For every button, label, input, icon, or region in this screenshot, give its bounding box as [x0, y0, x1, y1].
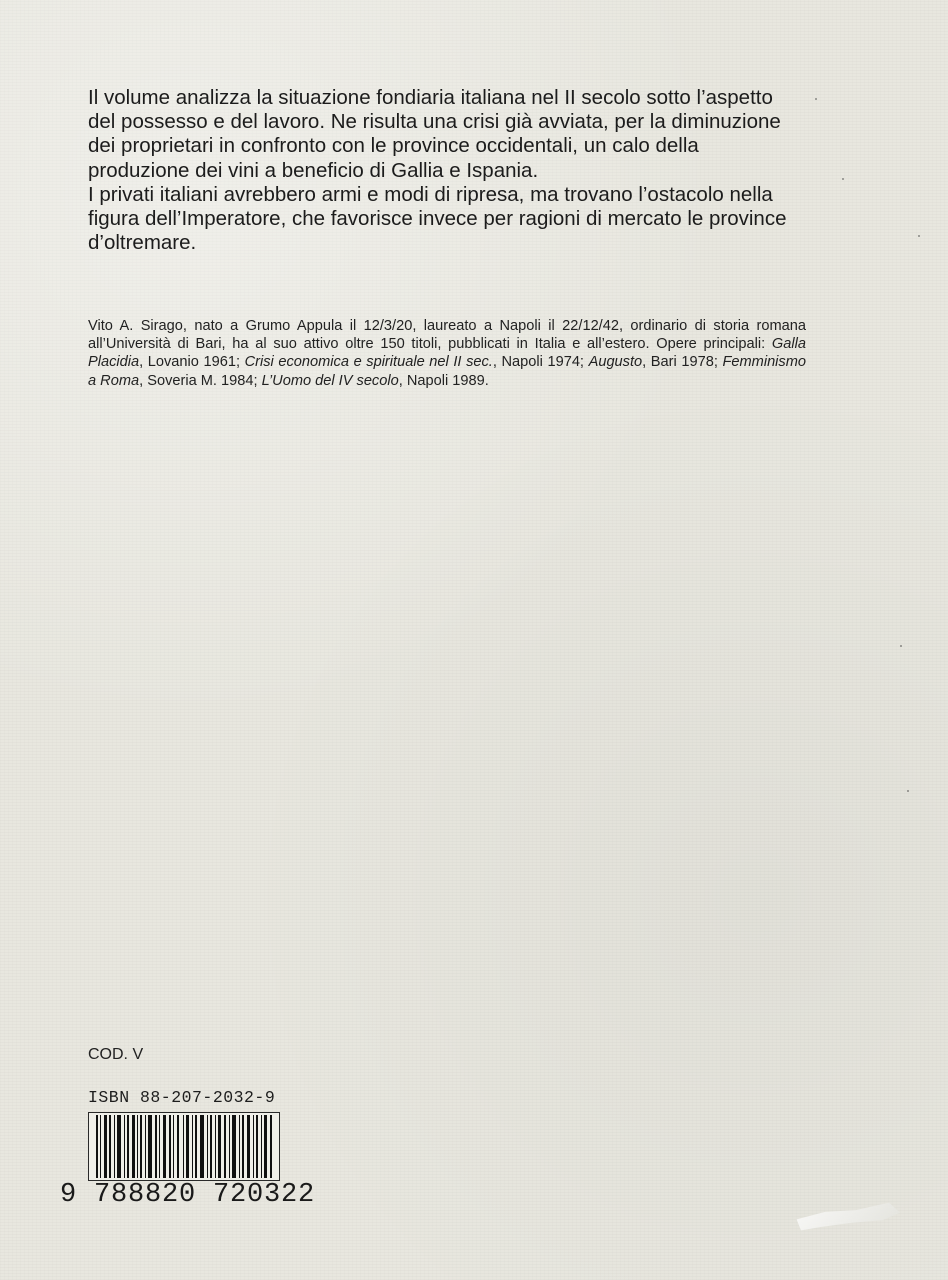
paper-speck [907, 790, 909, 792]
summary-paragraph-1: Il volume analizza la situazione fondiaria italiana nel II secolo sotto l’aspetto del possesso e del lavoro. Ne risulta una crisi già avviata, per la diminuzione dei proprietari in confronto con le province occidentali, un calo della produzione dei vini a beneficio di Gallia e Ispania. [88, 86, 781, 182]
barcode-number: 9 788820 720322 [60, 1180, 316, 1210]
barcode [88, 1112, 280, 1181]
barcode-area [60, 1112, 316, 1212]
author-bio [88, 317, 806, 390]
summary-text [88, 86, 798, 255]
author-bio-text: , Bari 1978; [642, 354, 723, 371]
isbn-label: ISBN 88-207-2032-9 [88, 1088, 276, 1107]
author-work-title: Augusto [588, 354, 643, 371]
paper-speck [900, 645, 902, 647]
author-bio-text: , Soveria M. 1984; [139, 372, 262, 389]
summary-paragraph-2: I privati italiani avrebbero armi e modi di ripresa, ma trovano l’ostacolo nella figura dell’Imperatore, che favorisce invece per ragioni di mercato le province d’oltremare. [88, 182, 787, 255]
author-work-title: Femminismo a Roma [88, 354, 806, 389]
author-work-title: L’Uomo del IV secolo [261, 372, 399, 389]
paper-speck [815, 98, 817, 100]
paper-speck [842, 178, 844, 180]
author-bio-text: Vito A. Sirago, nato a Grumo Appula il 12/3/20, laureato a Napoli il 22/12/42, ordinario di storia romana all’Università di Bari, ha al suo attivo oltre 150 titoli, pubblicati in Italia e all’estero. Opere principali: [88, 318, 806, 353]
author-work-title: Galla Placidia [88, 336, 806, 371]
author-bio-text: , Napoli 1974; [492, 354, 589, 371]
author-work-title: Crisi economica e spirituale nel II sec. [244, 354, 493, 371]
barcode-icon [89, 1113, 279, 1180]
paper-speck [918, 235, 920, 237]
product-code: COD. V [88, 1046, 144, 1063]
author-bio-text: , Lovanio 1961; [139, 354, 245, 371]
author-bio-text: , Napoli 1989. [398, 372, 489, 389]
